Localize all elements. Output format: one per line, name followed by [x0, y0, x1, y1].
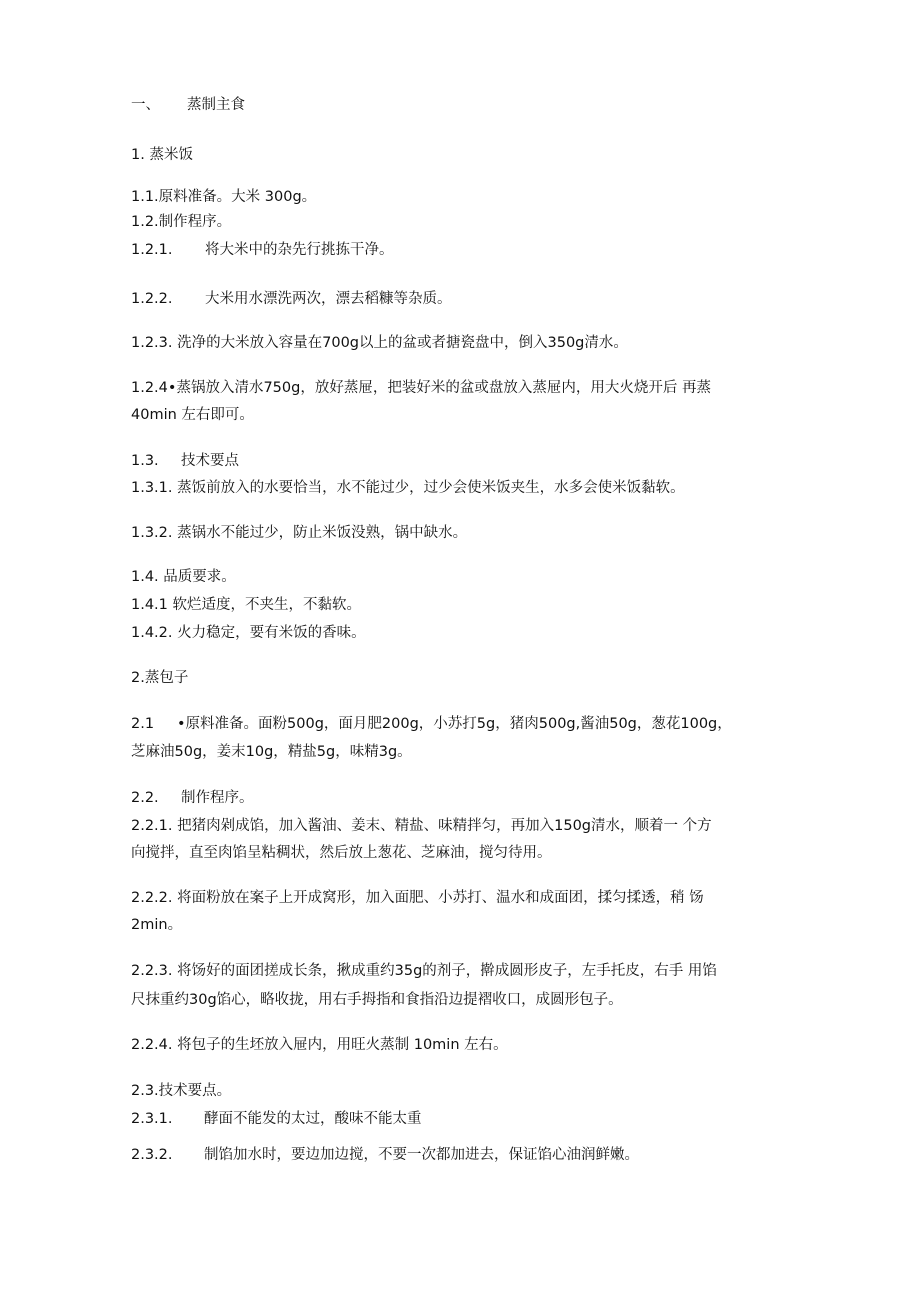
paragraph-text: 技术要点: [181, 453, 239, 469]
paragraph-number: 2.2.1.: [131, 818, 173, 834]
paragraph-number: 1.4.1: [131, 597, 168, 613]
paragraph-text: 制馅加水时，要边加边搅，不要一次都加进去，保证馅心油润鲜嫩。: [204, 1147, 639, 1163]
para-1-1: [131, 187, 316, 207]
paragraph-text: 技术要点。: [158, 1083, 232, 1099]
paragraph-number: 1.2.2.: [131, 291, 173, 307]
para-1-2: [131, 212, 231, 232]
para-1-4-2: [131, 623, 366, 643]
paragraph-text: 将包子的生坯放入屉内，用旺火蒸制 10min 左右。: [177, 1037, 508, 1053]
paragraph-text: 制作程序。: [181, 790, 254, 806]
paragraph-number: 2.1: [131, 716, 155, 732]
rice-heading: 1. 蒸米饭: [131, 147, 193, 163]
para-2-3-2: [131, 1145, 639, 1165]
paragraph-text: 火力稳定，要有米饭的香味。: [177, 625, 366, 641]
section-title: 蒸制主食: [187, 97, 245, 113]
paragraph-text: 将面粉放在案子上开成窝形，加入面肥、小苏打、温水和成面团，揉匀揉透，稍 饧: [177, 890, 704, 906]
paragraph-text: •原料准备。面粉500g，面月肥200g，小苏打5g，猪肉500g,酱油50g，葱花100g，: [177, 716, 732, 732]
section-heading: [131, 95, 245, 115]
paragraph-number: 2.2.3.: [131, 963, 173, 979]
para-2-2-1: [131, 816, 712, 836]
paragraph-text: 蒸锅放入清水750g，放好蒸屉，把装好米的盆或盘放入蒸屉内，用大火烧开后 再蒸: [176, 380, 711, 396]
para-2-3-1: [131, 1109, 422, 1129]
para-1-3: [131, 451, 239, 471]
paragraph-number: 1.2.4•: [131, 380, 177, 396]
para-2-2-2: [131, 888, 704, 908]
paragraph-text: 洗净的大米放入容量在700g以上的盆或者搪瓷盘中，倒入350g清水。: [177, 335, 628, 351]
para-1-4-1: [131, 595, 361, 615]
para-2-2-4: [131, 1035, 508, 1055]
paragraph-text: 把猪肉剁成馅，加入酱油、姜末、精盐、味精拌匀，再加入150g清水，顺着一 个方: [177, 818, 712, 834]
paragraph-number: 1.3.1.: [131, 480, 173, 496]
paragraph-text: 蒸饭前放入的水要恰当，水不能过少，过少会使米饭夹生，水多会使米饭黏软。: [177, 480, 685, 496]
para-1-4: [131, 567, 236, 587]
para-2-2: [131, 788, 254, 808]
paragraph-text: 大米用水漂洗两次，漂去稻糠等杂质。: [205, 291, 452, 307]
paragraph-number: 1.4.2.: [131, 625, 173, 641]
para-1-3-1: [131, 478, 685, 498]
paragraph-number: 2.3.2.: [131, 1147, 173, 1163]
para-2-2-3: [131, 961, 717, 981]
paragraph-text: 将饧好的面团搓成长条，揪成重约35g的剂子，擀成圆形皮子，左手托皮，右手 用馅: [177, 963, 717, 979]
paragraph-number: 1.2.1.: [131, 242, 173, 258]
paragraph-number: 1.2.3.: [131, 335, 173, 351]
para-1-2-4: [131, 378, 711, 398]
paragraph-number: 1.4.: [131, 569, 159, 585]
paragraph-number: 1.3.: [131, 453, 159, 469]
paragraph-number: 1.1.: [131, 189, 159, 205]
paragraph-text: 原料准备。大米 300g。: [158, 189, 317, 205]
para-2-1-cont: 芝麻油50g，姜末10g，精盐5g，味精3g。: [131, 744, 412, 760]
paragraph-text: 酵面不能发的太过，酸味不能太重: [204, 1111, 422, 1127]
paragraph-number: 2.2.2.: [131, 890, 173, 906]
buns-heading: 2.蒸包子: [131, 670, 189, 686]
para-2-2-1-cont: 向搅拌，直至肉馅呈粘稠状，然后放上葱花、芝麻油，搅匀待用。: [131, 845, 552, 861]
para-1-2-3: [131, 333, 628, 353]
para-1-3-2: [131, 523, 467, 543]
section-number: 一、: [131, 97, 160, 113]
paragraph-number: 2.2.4.: [131, 1037, 173, 1053]
paragraph-text: 将大米中的杂先行挑拣干净。: [205, 242, 394, 258]
paragraph-number: 1.3.2.: [131, 525, 173, 541]
para-2-2-2-cont: 2min。: [131, 917, 183, 933]
para-1-2-4-cont: 40min 左右即可。: [131, 407, 254, 423]
paragraph-number: 2.3.1.: [131, 1111, 173, 1127]
para-1-2-1: [131, 240, 394, 260]
para-2-1: [131, 714, 732, 734]
para-2-2-3-cont: 尺抹重约30g馅心，略收拢，用右手拇指和食指沿边提褶收口，成圆形包子。: [131, 992, 623, 1008]
paragraph-number: 2.2.: [131, 790, 159, 806]
paragraph-text: 制作程序。: [158, 214, 232, 230]
paragraph-text: 软烂适度，不夹生，不黏软。: [172, 597, 362, 613]
paragraph-number: 2.3.: [131, 1083, 159, 1099]
paragraph-number: 1.2.: [131, 214, 159, 230]
para-1-2-2: [131, 289, 452, 309]
paragraph-text: 品质要求。: [163, 569, 236, 585]
para-2-3: [131, 1081, 231, 1101]
paragraph-text: 蒸锅水不能过少，防止米饭没熟，锅中缺水。: [177, 525, 468, 541]
